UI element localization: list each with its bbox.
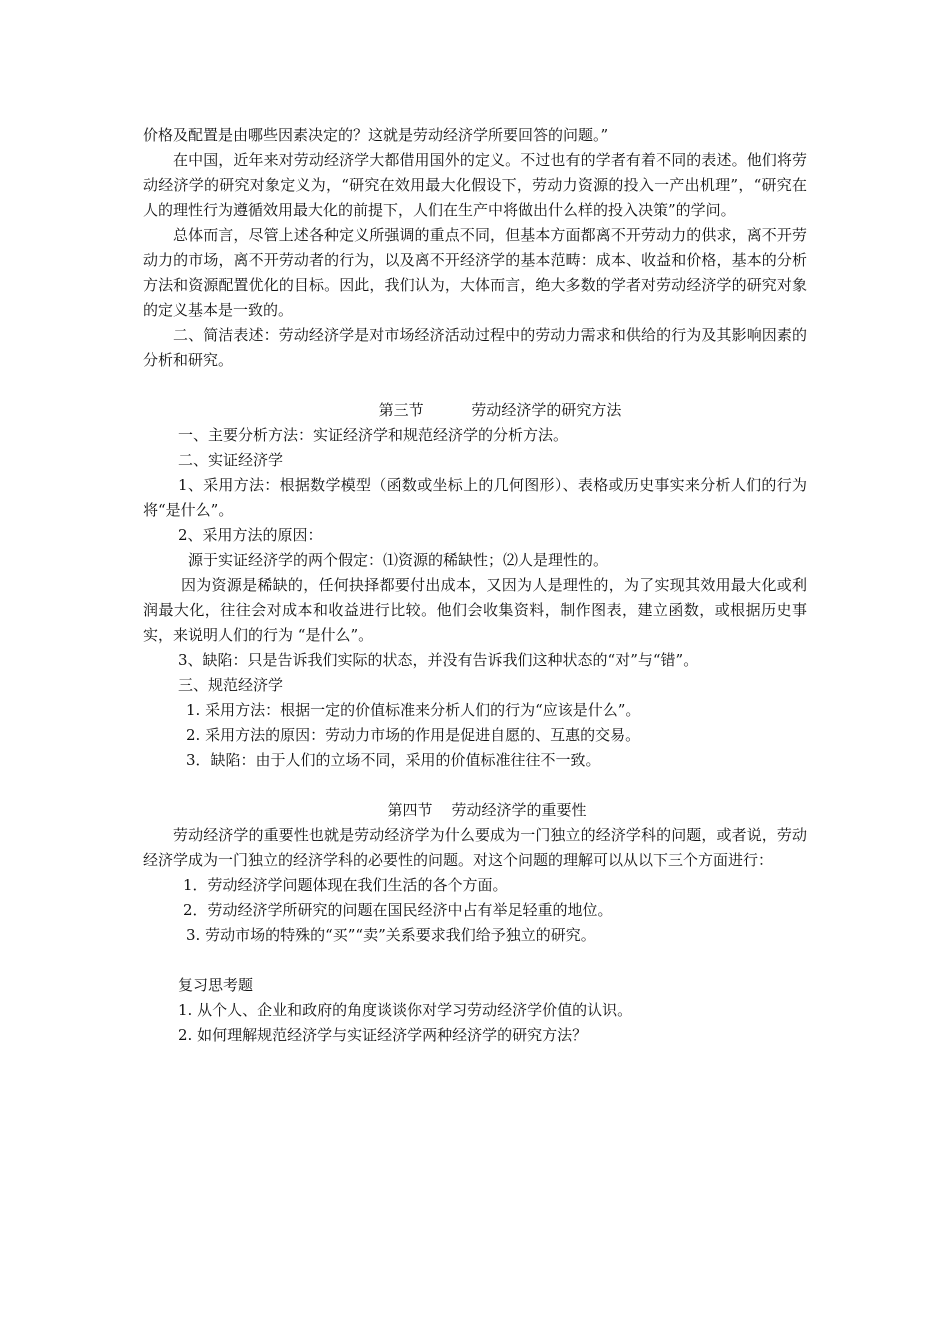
list-item: 1. 采用方法：根据一定的价值标准来分析人们的行为“应该是什么”。 [186, 701, 641, 719]
document-body [143, 123, 807, 1048]
section-heading: 第三节 劳动经济学的研究方法 [378, 401, 622, 419]
review-title: 复习思考题 [178, 976, 254, 994]
text-line: 2、采用方法的原因： [178, 526, 323, 544]
paragraph: 在中国，近年来对劳动经济学大都借用国外的定义。不过也有的学者有着不同的表述。他们将劳动经济学的研究对象定义为，“研究在效用最大化假设下，劳动力资源的投入一产出机理”，“研究在人的理性行为遵循效用最大化的前提下，人们在生产中将做出什么样的投入决策”的学问。 [143, 151, 807, 219]
text-line: 3、缺陷：只是告诉我们实际的状态，并没有告诉我们这种状态的“对”与“错”。 [178, 651, 699, 669]
section-heading: 第四节 劳动经济学的重要性 [387, 801, 587, 819]
list-item: 3．缺陷：由于人们的立场不同，采用的价值标准往往不一致。 [186, 751, 601, 769]
paragraph: 二、简洁表述：劳动经济学是对市场经济活动过程中的劳动力需求和供给的行为及其影响因素的分析和研究。 [143, 326, 807, 369]
text-line: 一、主要分析方法：实证经济学和规范经济学的分析方法。 [178, 426, 569, 444]
paragraph: 1、采用方法：根据数学模型（函数或坐标上的几何图形）、表格或历史事实来分析人们的行为将“是什么”。 [143, 476, 807, 519]
paragraph: 总体而言，尽管上述各种定义所强调的重点不同，但基本方面都离不开劳动力的供求，离不开劳动力的市场，离不开劳动者的行为，以及离不开经济学的基本范畴：成本、收益和价格，基本的分析方法和资源配置优化的目标。因此，我们认为，大体而言，绝大多数的学者对劳动经济学的研究对象的定义基本是一致的。 [143, 226, 807, 319]
spacer [143, 773, 807, 798]
list-item: 3. 劳动市场的特殊的“买”“卖”关系要求我们给予独立的研究。 [186, 926, 596, 944]
list-item: 1．劳动经济学问题体现在我们生活的各个方面。 [183, 876, 508, 894]
text-line: 二、实证经济学 [178, 451, 284, 469]
text-line: 源于实证经济学的两个假定：⑴资源的稀缺性；⑵人是理性的。 [188, 551, 609, 569]
text-line: 三、规范经济学 [178, 676, 284, 694]
list-item: 2. 如何理解规范经济学与实证经济学两种经济学的研究方法？ [178, 1026, 588, 1044]
list-item: 1. 从个人、企业和政府的角度谈谈你对学习劳动经济学价值的认识。 [178, 1001, 633, 1019]
spacer [143, 373, 807, 398]
paragraph: 因为资源是稀缺的，任何抉择都要付出成本，又因为人是理性的，为了实现其效用最大化或利润最大化，往往会对成本和收益进行比较。他们会收集资料，制作图表，建立函数，或根据历史事实，来说明人们的行为 “是什么”。 [143, 576, 807, 644]
paragraph: 价格及配置是由哪些因素决定的？这就是劳动经济学所要回答的问题。” [143, 126, 609, 144]
paragraph: 劳动经济学的重要性也就是劳动经济学为什么要成为一门独立的经济学科的问题，或者说，劳动经济学成为一门独立的经济学科的必要性的问题。对这个问题的理解可以从以下三个方面进行： [143, 826, 807, 869]
spacer [143, 948, 807, 973]
list-item: 2．劳动经济学所研究的问题在国民经济中占有举足轻重的地位。 [183, 901, 613, 919]
list-item: 2. 采用方法的原因：劳动力市场的作用是促进自愿的、互惠的交易。 [186, 726, 641, 744]
